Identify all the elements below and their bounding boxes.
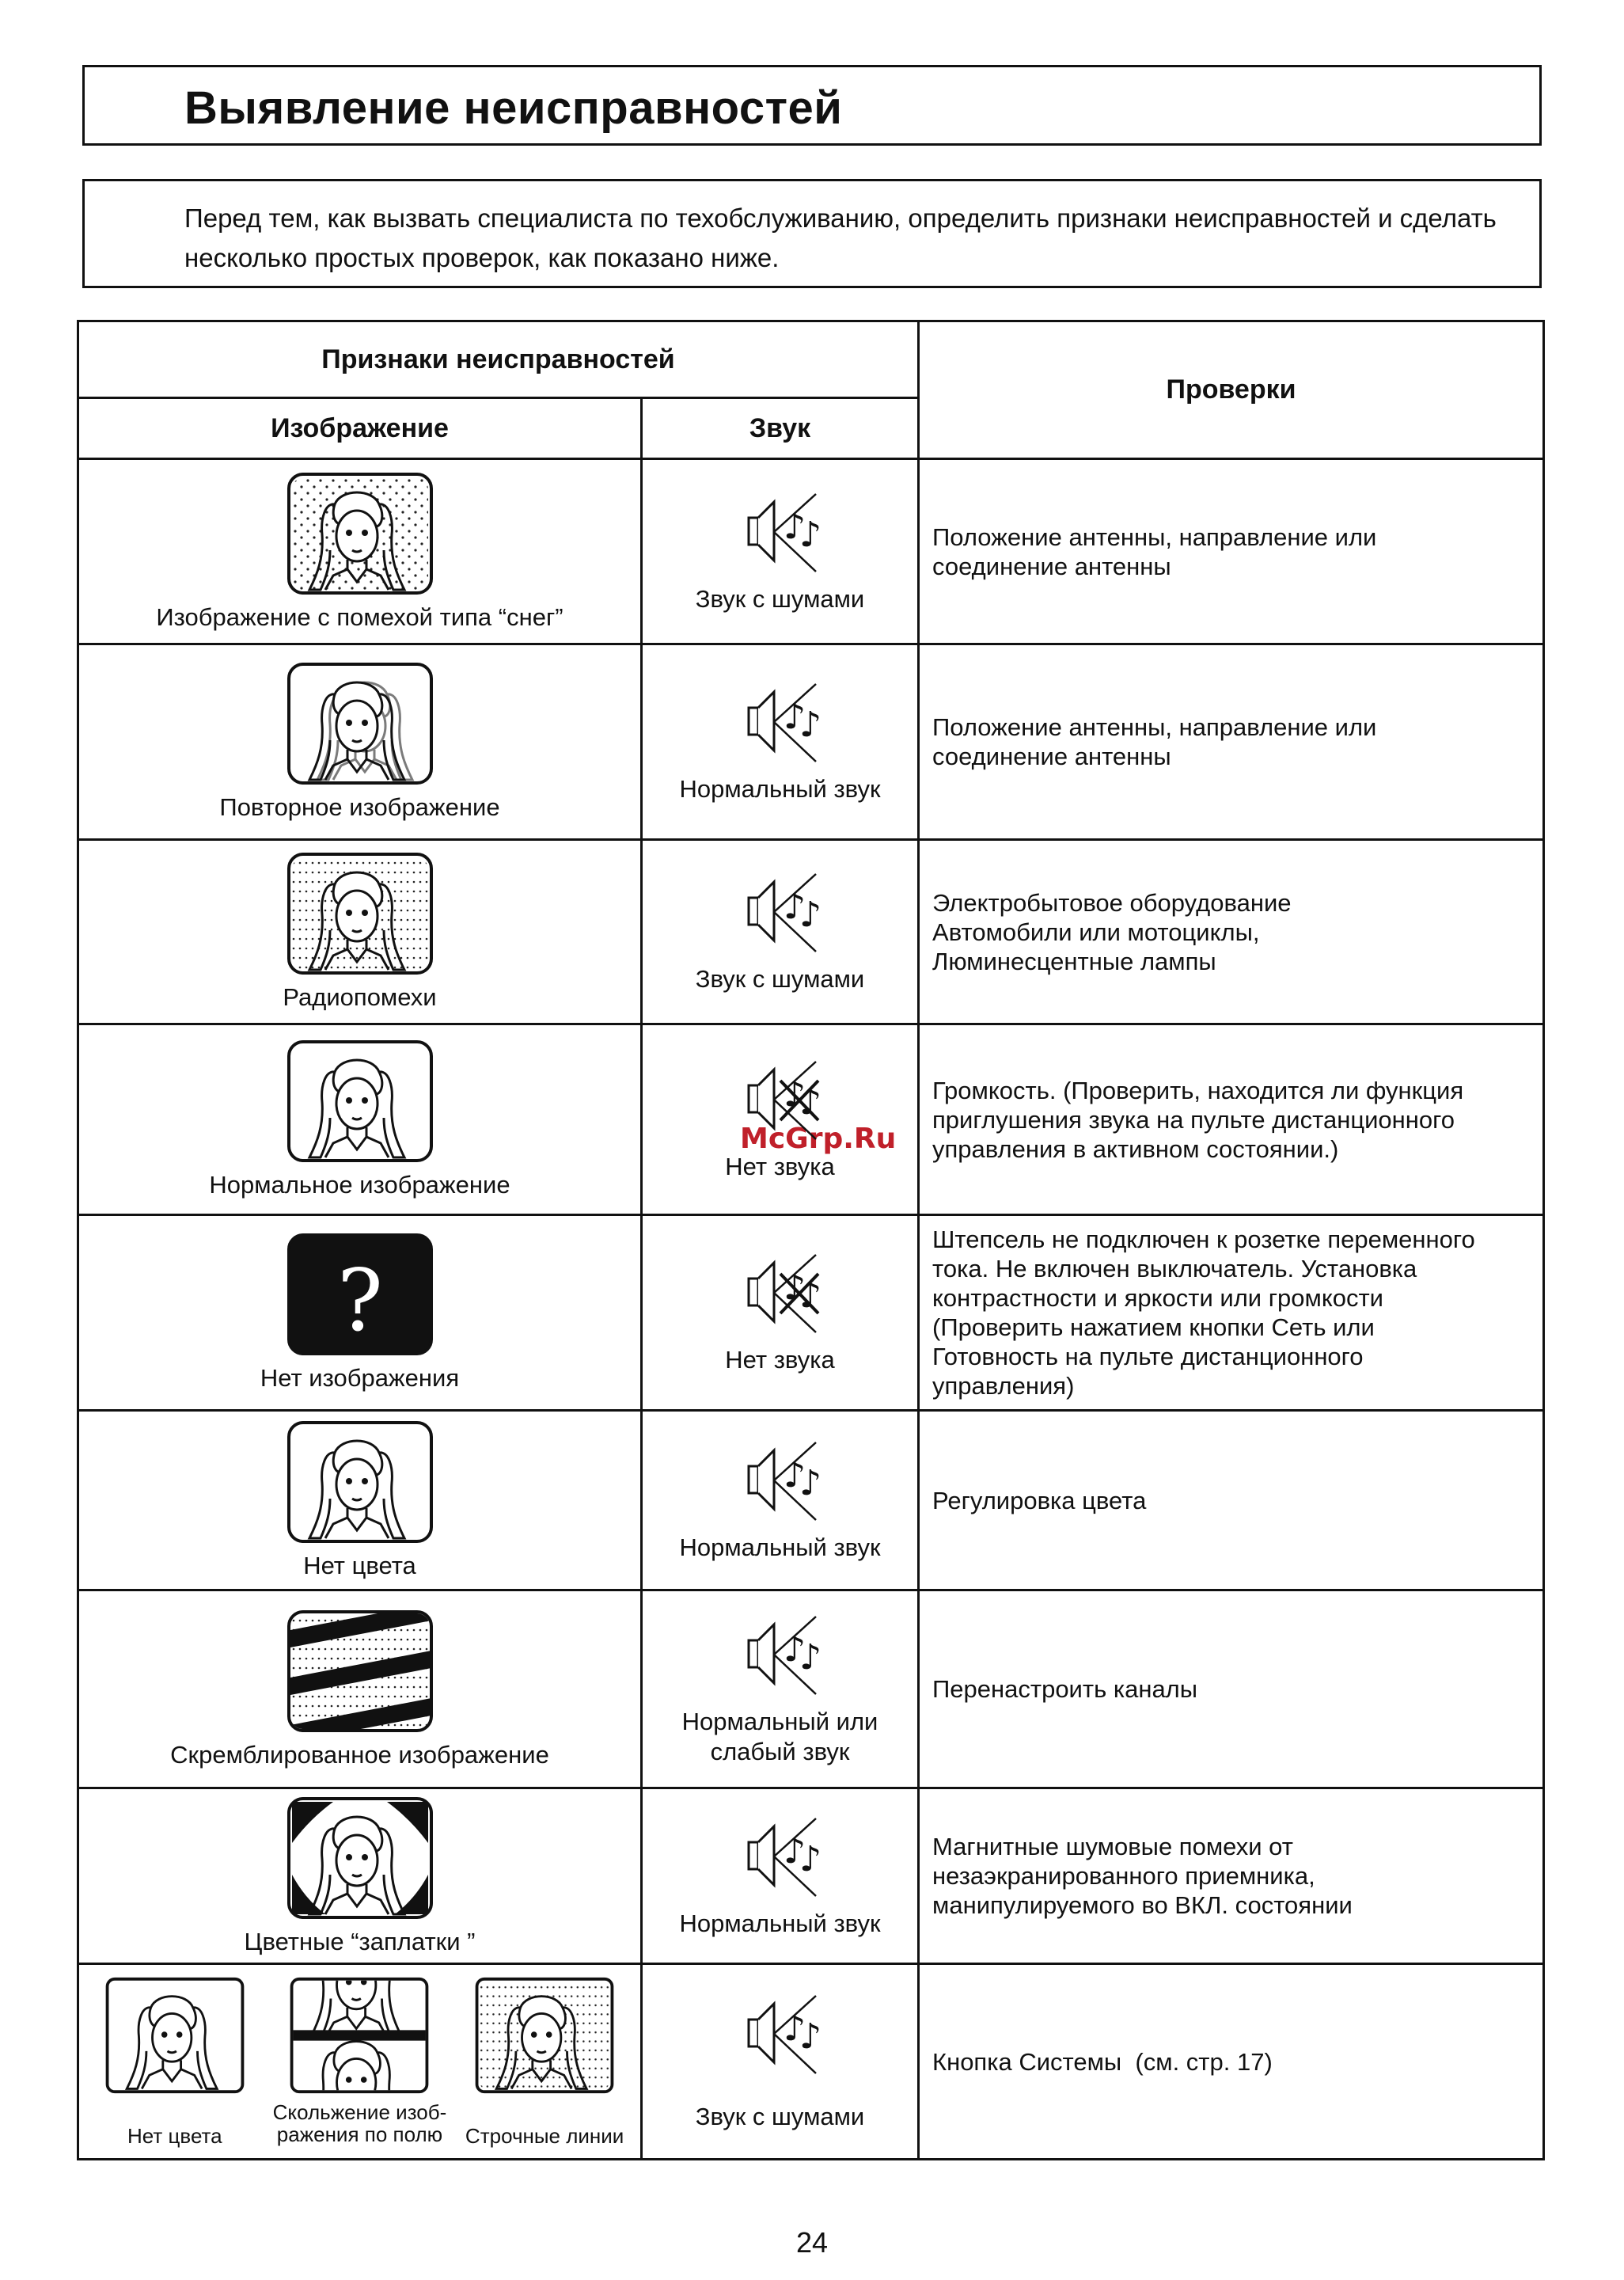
check-text: Штепсель не подключен к розетке переменного тока. Не включен выключатель. Установка контрастности и яркости или громкости (Проверить нажатием кнопки Сеть или Готовность на пульте дистанционного управления) bbox=[932, 1226, 1475, 1400]
picture-no-colour bbox=[84, 1976, 266, 2147]
interference-picture-icon bbox=[286, 851, 434, 976]
check-cell bbox=[919, 459, 1544, 644]
sound-cell bbox=[642, 1788, 919, 1964]
sound-label: Нормальный звук bbox=[679, 775, 881, 803]
image-label: Изображение с помехой типа “снег” bbox=[156, 602, 563, 631]
sound-cell bbox=[642, 1024, 919, 1215]
table-row bbox=[78, 1788, 1544, 1964]
image-label: Повторное изображение bbox=[219, 793, 500, 821]
header-image: Изображение bbox=[78, 398, 642, 459]
image-label: Нет изображения bbox=[260, 1364, 460, 1392]
check-cell bbox=[919, 644, 1544, 840]
image-cell bbox=[78, 1964, 642, 2160]
speaker-noise-icon bbox=[733, 869, 828, 956]
image-cell bbox=[78, 1590, 642, 1788]
sound-cell bbox=[642, 1215, 919, 1411]
speaker-noise-icon bbox=[733, 1991, 828, 2078]
page-number: 24 bbox=[795, 2226, 829, 2259]
table-row bbox=[78, 1024, 1544, 1215]
table-row bbox=[78, 1411, 1544, 1590]
check-text: Магнитные шумовые помехи от незаэкранированного приемника, манипулируемого во ВКЛ. состоянии bbox=[932, 1833, 1353, 1919]
check-cell bbox=[919, 1411, 1544, 1590]
sound-label: Нормальный звук bbox=[679, 1909, 881, 1937]
sound-cell bbox=[642, 840, 919, 1024]
check-text: Положение антенны, направление или соединение антенны bbox=[932, 522, 1377, 580]
image-cell bbox=[78, 1788, 642, 1964]
image-label: Нормальное изображение bbox=[209, 1171, 510, 1199]
picture-line-noise bbox=[453, 1976, 636, 2147]
svg-text:?: ? bbox=[336, 1252, 383, 1351]
image-label: Цветные “заплатки ” bbox=[244, 1927, 476, 1955]
scrambled-picture-icon bbox=[286, 1609, 434, 1734]
check-cell bbox=[919, 1964, 1544, 2160]
speaker-noise-icon bbox=[733, 489, 828, 576]
header-symptoms: Признаки неисправностей bbox=[78, 321, 919, 398]
speaker-muted-icon bbox=[733, 1250, 828, 1337]
table-row bbox=[78, 840, 1544, 1024]
watermark: McGrp.Ru bbox=[740, 1123, 897, 1155]
sound-cell bbox=[642, 1411, 919, 1590]
image-cell bbox=[78, 1215, 642, 1411]
sound-label: Нет звука bbox=[725, 1153, 835, 1180]
check-cell bbox=[919, 1590, 1544, 1788]
image-label: Нет цвета bbox=[303, 1552, 416, 1579]
image-cell bbox=[78, 840, 642, 1024]
sound-label: Звук с шумами bbox=[695, 584, 865, 613]
speaker-muted-icon bbox=[733, 1057, 828, 1144]
sound-label: Нормальный или слабый звук bbox=[681, 1707, 878, 1765]
check-text: Регулировка цвета bbox=[932, 1486, 1147, 1514]
no-colour-picture-icon bbox=[103, 1976, 247, 2095]
image-label: Скольжение изоб- ражения по полю bbox=[272, 2100, 447, 2146]
table-row bbox=[78, 644, 1544, 840]
check-text: Электробытовое оборудование Автомобили или мотоциклы, Люминесцентные лампы bbox=[932, 888, 1292, 975]
image-label: Скремблированное изображение bbox=[170, 1740, 549, 1769]
image-cell bbox=[78, 1024, 642, 1215]
image-label: Нет цвета bbox=[127, 2124, 222, 2148]
sound-cell bbox=[642, 1590, 919, 1788]
check-text: Кнопка Системы (см. стр. 17) bbox=[932, 2047, 1273, 2076]
sound-label: Нормальный звук bbox=[679, 1533, 881, 1561]
image-cell bbox=[78, 644, 642, 840]
vertical-roll-picture-icon bbox=[287, 1976, 431, 2095]
image-cell bbox=[78, 459, 642, 644]
picture-rolling bbox=[268, 1976, 450, 2145]
sound-label: Звук с шумами bbox=[695, 965, 865, 993]
intro-text: Перед тем, как вызвать специалиста по техобслуживанию, определить признаки неисправностей и сделать несколько простых проверок, как показано ниже. bbox=[184, 203, 1497, 272]
speaker-icon bbox=[733, 1612, 828, 1699]
sound-label: Звук с шумами bbox=[695, 2103, 865, 2130]
sound-cell bbox=[642, 459, 919, 644]
line-noise-picture-icon bbox=[472, 1976, 617, 2095]
check-text: Положение антенны, направление или соединение антенны bbox=[932, 713, 1377, 770]
table-row bbox=[78, 459, 1544, 644]
table-row bbox=[78, 1215, 1544, 1411]
no-colour-picture-icon bbox=[286, 1419, 434, 1545]
colour-patches-picture-icon bbox=[286, 1796, 434, 1921]
header-checks: Проверки bbox=[919, 321, 1544, 459]
intro-box bbox=[82, 179, 1542, 288]
speaker-icon bbox=[733, 679, 828, 766]
check-text: Громкость. (Проверить, находится ли функция приглушения звука на пульте дистанционного управления в активном состоянии.) bbox=[932, 1076, 1464, 1163]
check-cell bbox=[919, 1024, 1544, 1215]
check-cell bbox=[919, 1788, 1544, 1964]
image-cell bbox=[78, 1411, 642, 1590]
table-row bbox=[78, 1964, 1544, 2160]
ghost-picture-icon bbox=[286, 661, 434, 786]
table-row bbox=[78, 1590, 1544, 1788]
header-sound: Звук bbox=[642, 398, 919, 459]
check-cell bbox=[919, 840, 1544, 1024]
sound-cell bbox=[642, 1964, 919, 2160]
image-label: Строчные линии bbox=[465, 2124, 624, 2148]
sound-cell bbox=[642, 644, 919, 840]
troubleshooting-table bbox=[77, 320, 1545, 2160]
sound-label: Нет звука bbox=[725, 1346, 835, 1374]
no-picture-icon bbox=[286, 1232, 434, 1357]
speaker-icon bbox=[733, 1438, 828, 1525]
normal-picture-icon bbox=[286, 1039, 434, 1164]
check-text: Перенастроить каналы bbox=[932, 1675, 1198, 1703]
page-title: Выявление неисправностей bbox=[184, 82, 843, 134]
speaker-icon bbox=[733, 1814, 828, 1901]
title-box bbox=[82, 65, 1542, 146]
check-cell bbox=[919, 1215, 1544, 1411]
image-label: Радиопомехи bbox=[283, 983, 437, 1011]
snow-picture-icon bbox=[286, 471, 434, 596]
